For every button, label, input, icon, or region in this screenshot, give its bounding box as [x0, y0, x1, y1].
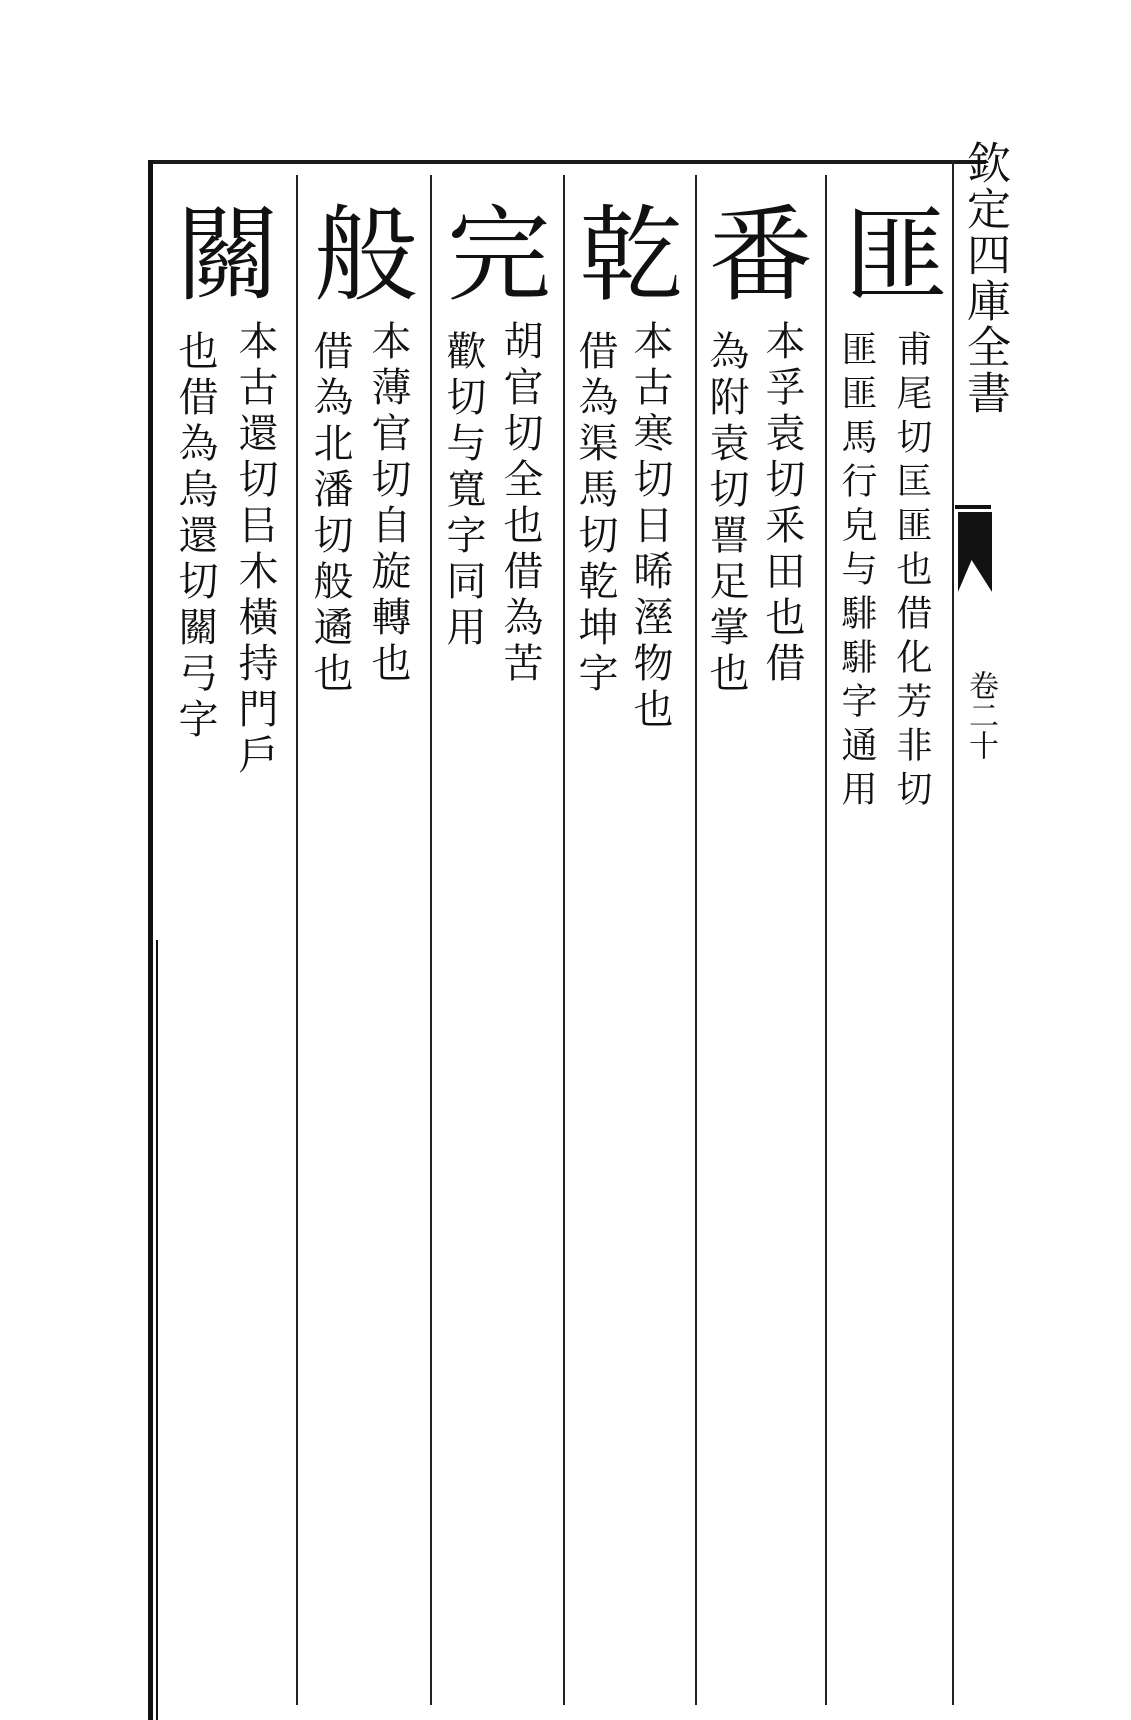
- entry-gloss-line: 歡切与寬字同用: [440, 330, 486, 652]
- seal-character: 完: [446, 194, 551, 316]
- juan-number: 卷二十: [963, 670, 998, 760]
- frame-top-border: [148, 160, 986, 164]
- seal-character: 匪: [843, 194, 948, 316]
- column-rule: [825, 175, 827, 1705]
- book-title: 欽定四庫全書: [959, 140, 1010, 416]
- entry-gloss-line: 匪匪馬行皃与騑騑字通用: [836, 330, 877, 814]
- seal-character: 乾: [578, 194, 683, 316]
- seal-character: 番: [708, 194, 813, 316]
- entry-gloss-line: 胡官切全也借為苦: [497, 320, 543, 688]
- entry-gloss-line: 為附袁切嘼足掌也: [703, 330, 749, 698]
- entry-gloss-line: 本古還切㠯木橫持門戶: [232, 320, 278, 780]
- column-rule: [563, 175, 565, 1705]
- column-rule: [296, 175, 298, 1705]
- entry-gloss-line: 也借為烏還切關弓字: [172, 330, 218, 744]
- seal-character: 般: [313, 194, 418, 316]
- entry-gloss-line: 甫尾切匡匪也借化芳非切: [891, 330, 932, 814]
- entry-gloss-line: 借為北潘切般遹也: [307, 330, 353, 698]
- entry-gloss-line: 借為渠馬切乾坤字: [572, 330, 618, 698]
- column-rule: [430, 175, 432, 1705]
- seal-character: 關: [175, 194, 280, 316]
- margin-divider: [955, 505, 991, 509]
- column-rule: [695, 175, 697, 1705]
- frame-left-inner-border: [156, 940, 158, 1720]
- entry-gloss-line: 本薄官切自旋轉也: [365, 320, 411, 688]
- entry-gloss-line: 本孚袁切釆田也借: [759, 320, 805, 688]
- entry-gloss-line: 本古寒切日晞溼物也: [627, 320, 673, 734]
- frame-left-border: [148, 160, 153, 1720]
